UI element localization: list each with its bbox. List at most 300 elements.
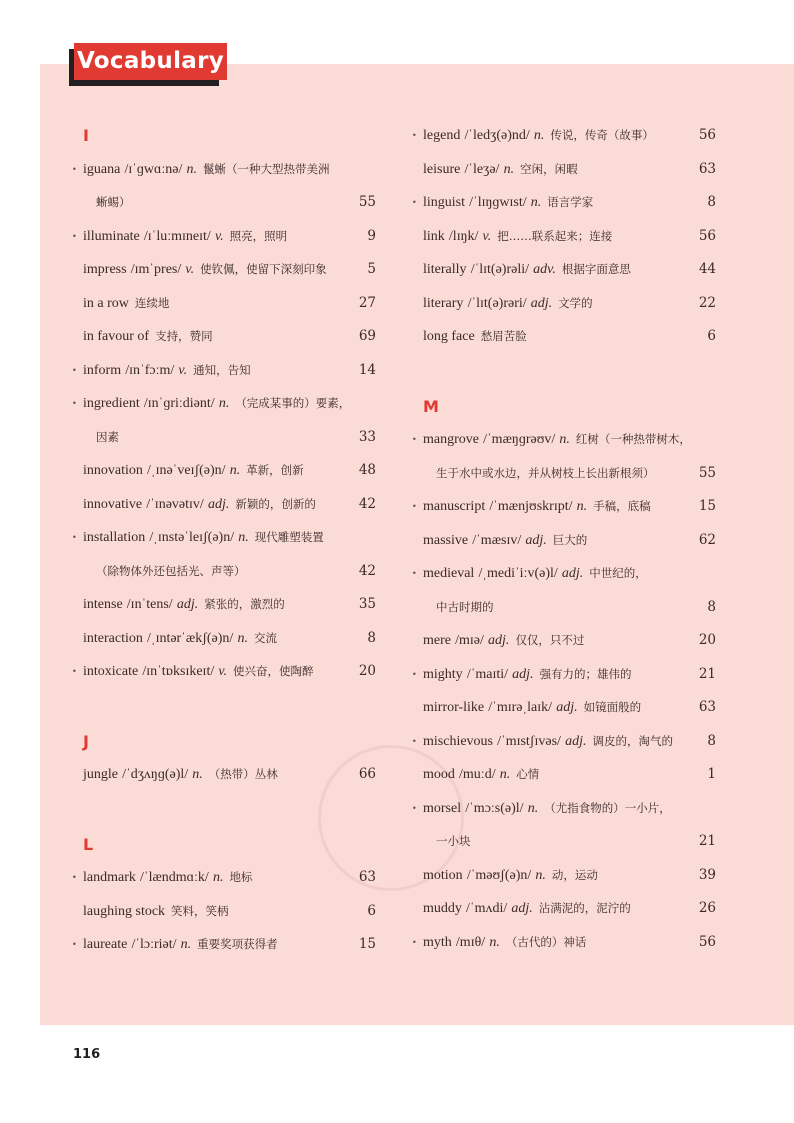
entry-text <box>83 387 350 421</box>
phonetic: /ˈmʌdi/ <box>466 901 508 916</box>
vocab-entry <box>412 253 716 287</box>
definition: 如镜面般的 <box>583 700 642 714</box>
page-reference: 6 <box>707 328 716 344</box>
definition: 革新，创新 <box>246 463 304 477</box>
section-letter: I <box>83 126 89 145</box>
vocab-entry-continuation <box>72 555 376 589</box>
phonetic: /ˈlɪt(ə)rəli/ <box>470 262 529 277</box>
phonetic: /ˈməʊʃ(ə)n/ <box>466 867 532 883</box>
definition: （尤指食物的）一小片， <box>544 800 671 815</box>
entry-text <box>436 591 494 625</box>
headword: motion <box>423 867 463 883</box>
headword: medieval <box>423 566 475 581</box>
definition-continued: 一小块 <box>436 834 471 848</box>
definition: （热带）丛林 <box>208 767 278 781</box>
part-of-speech: adj. <box>525 532 547 548</box>
vocab-entry <box>412 557 716 591</box>
phonetic: /ˈlɪŋɡwɪst/ <box>469 195 527 210</box>
definition: 紧张的，激烈的 <box>204 597 285 611</box>
definition: 支持，赞同 <box>155 329 213 343</box>
vocab-entry <box>412 926 716 960</box>
page-reference: 62 <box>698 531 716 548</box>
part-of-speech: adj. <box>512 666 534 682</box>
page-reference: 22 <box>698 294 716 311</box>
part-of-speech: n. <box>503 161 515 177</box>
entry-text <box>423 320 527 354</box>
definition-continued: 因素 <box>96 429 119 444</box>
part-of-speech: adj. <box>511 901 533 916</box>
definition: 空闲，闲暇 <box>520 161 578 176</box>
phonetic: /ˈlɪt(ə)rəri/ <box>467 295 527 311</box>
headword: mighty <box>423 666 463 682</box>
headword: in a row <box>83 295 129 311</box>
headword: innovation <box>83 463 143 478</box>
definition: 鬣蜥（一种大型热带美洲 <box>202 161 330 176</box>
headword: massive <box>423 532 469 548</box>
vocab-entry-continuation <box>72 421 376 455</box>
vocab-column-right <box>412 119 716 959</box>
page-reference: 1 <box>707 766 716 782</box>
phonetic: /ˈleʒə/ <box>464 161 500 177</box>
entry-text <box>423 725 673 759</box>
vocab-entry-continuation <box>412 457 716 491</box>
vocab-entry <box>72 287 376 321</box>
vocab-entry <box>412 892 716 926</box>
phonetic: /ˈmæŋɡrəʊv/ <box>483 432 556 447</box>
definition: 巨大的 <box>552 532 588 547</box>
vocab-entry <box>72 655 376 689</box>
page-reference: 35 <box>358 596 376 612</box>
headword: mood <box>423 767 455 782</box>
section-spacer <box>72 689 376 725</box>
phonetic: /ˈmæsɪv/ <box>472 532 522 548</box>
vocab-entry <box>412 725 716 759</box>
entry-text <box>83 588 285 622</box>
vocab-entry <box>412 287 716 321</box>
headword: link <box>423 228 445 244</box>
part-of-speech: n. <box>212 870 224 885</box>
part-of-speech: n. <box>238 530 249 545</box>
page-number: 116 <box>73 1047 101 1062</box>
vocab-entry <box>72 153 376 187</box>
headword: in favour of <box>83 329 150 344</box>
definition: 通知，告知 <box>193 362 251 377</box>
entry-text <box>96 186 131 220</box>
entry-text <box>423 926 586 960</box>
entry-text <box>423 658 632 692</box>
headword: long face <box>423 329 475 344</box>
vocab-entry <box>412 119 716 153</box>
entry-text <box>96 421 119 455</box>
phonetic: /ɪnˈtens/ <box>126 597 173 612</box>
headword: inform <box>83 362 122 378</box>
entry-text <box>423 153 578 187</box>
star-marker-icon: • <box>72 164 77 174</box>
definition: 传说，传奇（故事） <box>550 128 654 142</box>
vocab-entry <box>412 658 716 692</box>
phonetic: /ɪˈɡwɑːnə/ <box>124 161 183 177</box>
star-marker-icon: • <box>72 873 77 882</box>
definition: （完成某事的）要素， <box>235 396 351 410</box>
star-marker-icon: • <box>412 198 417 207</box>
vocab-entry <box>72 354 376 388</box>
headword: installation <box>83 530 146 545</box>
entry-text <box>423 859 598 893</box>
headword: morsel <box>423 800 462 816</box>
star-marker-icon: • <box>412 131 417 140</box>
star-marker-icon: • <box>412 669 417 679</box>
part-of-speech: n. <box>192 767 203 782</box>
entry-text <box>96 555 246 589</box>
entry-text <box>83 622 277 656</box>
definition: 动，运动 <box>551 867 598 882</box>
headword: laughing stock <box>83 903 166 919</box>
definition: 手稿，底稿 <box>593 499 651 513</box>
star-marker-icon: • <box>412 502 417 511</box>
entry-text <box>423 557 647 591</box>
phonetic: /ˈledʒ(ə)nd/ <box>464 128 530 143</box>
entry-text <box>83 655 314 689</box>
definition: 文学的 <box>558 295 593 310</box>
part-of-speech: adj. <box>565 733 587 749</box>
entry-text <box>83 287 169 321</box>
headword: mischievous <box>423 733 493 749</box>
vocab-entry <box>412 220 716 254</box>
vocab-entry <box>72 521 376 555</box>
phonetic: /mɪθ/ <box>455 934 486 950</box>
vocab-entry <box>412 423 716 457</box>
star-marker-icon: • <box>412 569 417 578</box>
page-reference: 69 <box>358 328 376 344</box>
part-of-speech: n. <box>499 767 511 782</box>
vocab-entry <box>72 220 376 254</box>
definition: 交流 <box>253 630 277 645</box>
headword: intoxicate <box>83 664 139 679</box>
page-reference: 27 <box>358 294 376 311</box>
page-reference: 56 <box>698 933 716 950</box>
entry-text <box>83 320 213 354</box>
entry-text <box>436 825 471 859</box>
page-reference: 20 <box>698 632 716 648</box>
page-reference: 8 <box>707 732 716 749</box>
vocab-entry <box>72 488 376 522</box>
page-reference: 9 <box>367 227 376 244</box>
headword: jungle <box>83 767 118 782</box>
definition: 连续地 <box>134 295 170 310</box>
headword: iguana <box>83 161 121 177</box>
phonetic: /ˌɪnstəˈleɪʃ(ə)n/ <box>149 530 235 545</box>
part-of-speech: n. <box>489 934 500 950</box>
headword: landmark <box>83 870 136 885</box>
section-letter: J <box>83 731 89 751</box>
page-reference: 15 <box>698 498 716 514</box>
vocab-entry <box>72 758 376 792</box>
part-of-speech: v. <box>214 228 224 244</box>
headword: linguist <box>423 195 466 210</box>
page-reference: 8 <box>707 598 716 615</box>
definition: 重要奖项获得者 <box>197 937 278 951</box>
part-of-speech: n. <box>535 867 546 883</box>
entry-text <box>83 454 304 488</box>
page-title: Vocabulary <box>74 43 227 80</box>
headword: literally <box>423 262 467 277</box>
phonetic: /ˈmɪstʃɪvəs/ <box>497 733 561 749</box>
entry-text <box>423 524 587 558</box>
page-reference: 33 <box>358 428 376 445</box>
page-reference: 56 <box>698 127 716 143</box>
definition: 新颖的，创新的 <box>235 496 316 511</box>
entry-text <box>423 186 593 220</box>
entry-text <box>423 892 631 926</box>
star-marker-icon: • <box>72 365 77 375</box>
definition-continued: 中古时期的 <box>436 599 494 614</box>
section-heading-m <box>412 390 716 424</box>
star-marker-icon: • <box>72 667 77 676</box>
part-of-speech: n. <box>237 630 248 646</box>
vocab-entry <box>412 524 716 558</box>
vocab-entry-continuation <box>72 186 376 220</box>
definition: 调皮的，淘气的 <box>592 733 673 748</box>
entry-text <box>423 624 584 658</box>
page-reference: 8 <box>707 194 716 210</box>
part-of-speech: adj. <box>530 295 553 311</box>
phonetic: /muːd/ <box>459 767 496 782</box>
headword: illuminate <box>83 228 140 244</box>
part-of-speech: n. <box>527 800 539 816</box>
section-heading-j <box>72 725 376 759</box>
part-of-speech: adj. <box>556 700 578 715</box>
definition-continued: 生于水中或水边，并从树枝上长出新根须） <box>436 465 655 480</box>
definition: 强有力的；雄伟的 <box>539 666 632 681</box>
star-marker-icon: • <box>412 937 417 947</box>
definition: 愁眉苦脸 <box>480 329 527 343</box>
definition: 仅仅，只不过 <box>515 633 585 647</box>
headword: myth <box>423 934 452 950</box>
part-of-speech: n. <box>530 195 542 210</box>
entry-text <box>423 758 539 792</box>
part-of-speech: adj. <box>207 496 230 512</box>
definition: 心情 <box>516 767 540 781</box>
phonetic: /ɪˈluːmɪneɪt/ <box>143 228 211 244</box>
vocab-entry <box>412 624 716 658</box>
entry-text <box>83 861 252 895</box>
phonetic: /ˈlɔːriət/ <box>131 937 177 952</box>
headword: intense <box>83 597 123 612</box>
page-reference: 63 <box>698 160 716 177</box>
entry-text <box>423 792 671 826</box>
part-of-speech: n. <box>229 463 241 478</box>
headword: innovative <box>83 496 143 512</box>
page-reference: 42 <box>358 562 376 579</box>
page-reference: 14 <box>358 361 376 378</box>
entry-text <box>423 691 641 725</box>
page-reference: 6 <box>367 902 376 919</box>
phonetic: /lɪŋk/ <box>448 228 479 244</box>
headword: legend <box>423 128 461 143</box>
entry-text <box>423 119 654 153</box>
page-reference: 8 <box>367 629 376 646</box>
part-of-speech: v. <box>178 362 188 378</box>
headword: ingredient <box>83 396 140 411</box>
entry-text <box>83 895 229 929</box>
phonetic: /ɪnˈtɒksɪkeɪt/ <box>142 664 215 679</box>
part-of-speech: adv. <box>533 262 556 277</box>
page-reference: 63 <box>698 699 716 715</box>
phonetic: /ˈmænjʊskrɪpt/ <box>489 499 573 514</box>
definition-continued: 蜥蜴） <box>96 195 131 209</box>
headword: mangrove <box>423 432 479 447</box>
definition: （古代的）神话 <box>505 934 587 949</box>
vocab-entry <box>412 859 716 893</box>
definition-continued: （除物体外还包括光、声等） <box>96 563 246 578</box>
page-reference: 63 <box>358 869 376 885</box>
part-of-speech: adj. <box>176 597 199 612</box>
part-of-speech: n. <box>576 499 588 514</box>
headword: interaction <box>83 630 143 646</box>
phonetic: /ˈmaɪti/ <box>466 666 509 682</box>
vocab-column-left <box>72 119 376 962</box>
phonetic: /ˈɪnəvətɪv/ <box>146 496 204 512</box>
definition: 使钦佩，使留下深刻印象 <box>200 262 327 276</box>
star-marker-icon: • <box>412 803 417 813</box>
headword: mirror-like <box>423 700 485 715</box>
phonetic: /ˌɪnəˈveɪʃ(ə)n/ <box>147 463 226 478</box>
entry-text <box>83 220 287 254</box>
star-marker-icon: • <box>72 940 77 949</box>
star-marker-icon: • <box>72 231 77 241</box>
page-reference: 21 <box>698 833 716 849</box>
entry-text <box>423 253 631 287</box>
entry-text <box>83 758 278 792</box>
vocab-entry <box>412 320 716 354</box>
page-reference: 56 <box>698 227 716 244</box>
section-heading-i <box>72 119 376 153</box>
page-reference: 48 <box>358 462 376 478</box>
part-of-speech: n. <box>180 937 192 952</box>
headword: impress <box>83 262 127 277</box>
part-of-speech: n. <box>186 161 197 177</box>
page-reference: 20 <box>358 663 376 679</box>
vocab-entry <box>72 861 376 895</box>
phonetic: /ˈmɪrəˌlaɪk/ <box>488 700 553 715</box>
page-reference: 5 <box>367 261 376 277</box>
entry-text <box>83 928 278 962</box>
entry-text <box>83 354 251 388</box>
entry-text <box>83 153 329 187</box>
phonetic: /ˈlændmɑːk/ <box>140 870 209 885</box>
entry-text <box>83 521 324 555</box>
page-reference: 66 <box>358 766 376 782</box>
vocab-entry <box>72 895 376 929</box>
vocab-entry <box>72 454 376 488</box>
section-spacer <box>412 354 716 390</box>
part-of-speech: v. <box>482 228 492 244</box>
part-of-speech: n. <box>559 432 570 447</box>
headword: mere <box>423 633 451 648</box>
vocab-entry <box>412 758 716 792</box>
phonetic: /ɪmˈpres/ <box>130 262 182 277</box>
headword: literary <box>423 295 464 311</box>
page-reference: 39 <box>698 866 716 883</box>
page-reference: 15 <box>358 936 376 952</box>
page-reference: 21 <box>698 665 716 682</box>
vocab-entry <box>412 792 716 826</box>
part-of-speech: adj. <box>488 633 510 648</box>
star-marker-icon: • <box>72 533 77 542</box>
vocab-entry <box>72 622 376 656</box>
definition: 照亮，照明 <box>229 228 288 243</box>
entry-text <box>423 423 691 457</box>
definition: 沾满泥的，泥泞的 <box>538 901 631 915</box>
entry-text <box>423 220 612 254</box>
headword: manuscript <box>423 499 486 514</box>
definition: 根据字面意思 <box>561 262 631 276</box>
part-of-speech: n. <box>533 128 545 143</box>
vocab-entry-continuation <box>412 591 716 625</box>
headword: laureate <box>83 937 128 952</box>
star-marker-icon: • <box>412 736 417 746</box>
section-heading-l <box>72 828 376 862</box>
vocab-entry <box>72 387 376 421</box>
definition: 地标 <box>229 870 253 884</box>
vocab-entry <box>412 153 716 187</box>
headword: leisure <box>423 161 461 177</box>
vocab-entry <box>72 588 376 622</box>
vocab-entry <box>72 253 376 287</box>
vocab-entry-continuation <box>412 825 716 859</box>
phonetic: /ɪnˈfɔːm/ <box>125 362 175 378</box>
star-marker-icon: • <box>412 435 417 444</box>
definition: 笑料，笑柄 <box>171 903 229 918</box>
entry-text <box>423 287 593 321</box>
section-letter: M <box>423 396 439 416</box>
phonetic: /ɪnˈɡriːdiənt/ <box>143 396 215 411</box>
page-reference: 44 <box>698 261 716 277</box>
vocab-entry <box>72 320 376 354</box>
page-reference: 55 <box>698 464 716 481</box>
vocab-entry <box>412 186 716 220</box>
definition: 语言学家 <box>547 195 594 209</box>
definition: 红树（一种热带树木， <box>575 432 691 446</box>
entry-text <box>436 457 655 491</box>
definition: 中世纪的， <box>589 566 647 580</box>
definition: 把……联系起来；连接 <box>497 228 613 243</box>
entry-text <box>423 490 651 524</box>
definition: 现代雕塑装置 <box>254 530 324 544</box>
phonetic: /ˈmɔːs(ə)l/ <box>465 800 524 816</box>
phonetic: /ˌɪntərˈækʃ(ə)n/ <box>147 630 234 646</box>
vocab-entry <box>412 490 716 524</box>
definition: 使兴奋，使陶醉 <box>233 664 314 678</box>
page-reference: 26 <box>698 900 716 916</box>
phonetic: /ˌmediˈiːv(ə)l/ <box>478 566 558 581</box>
phonetic: /ˈdʒʌŋɡ(ə)l/ <box>122 767 189 782</box>
vocab-entry <box>72 928 376 962</box>
part-of-speech: n. <box>218 396 230 411</box>
headword: muddy <box>423 901 462 916</box>
part-of-speech: v. <box>185 262 195 277</box>
section-spacer <box>72 792 376 828</box>
star-marker-icon: • <box>72 399 77 408</box>
section-letter: L <box>83 834 94 854</box>
page-reference: 42 <box>358 495 376 512</box>
entry-text <box>83 488 316 522</box>
vocab-entry <box>412 691 716 725</box>
part-of-speech: v. <box>218 664 228 679</box>
entry-text <box>83 253 327 287</box>
part-of-speech: adj. <box>561 566 584 581</box>
phonetic: /mɪə/ <box>455 633 484 648</box>
